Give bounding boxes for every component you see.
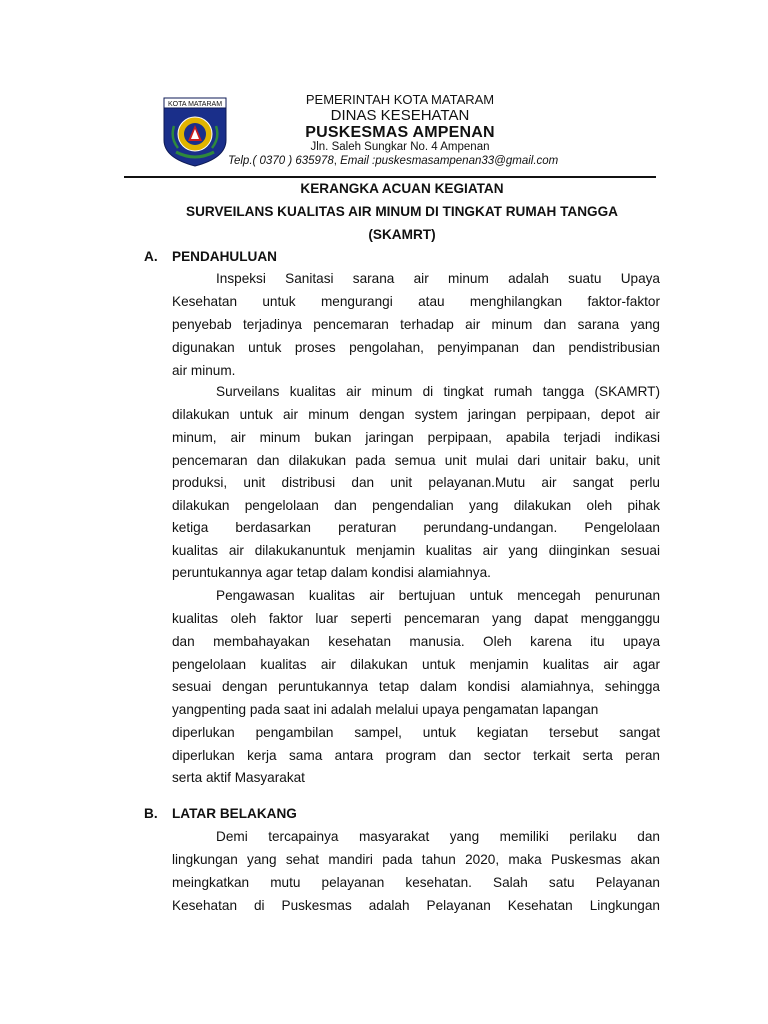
paragraph-line: Demi tercapainya masyarakat yang memiliki perilaku dan — [216, 829, 660, 844]
paragraph-line: kualitas oleh faktor luar seperti pencemaran yang dapat mengganggu — [172, 611, 660, 626]
department-name: DINAS KESEHATAN — [330, 107, 470, 124]
paragraph-line: penyebab terjadinya pencemaran terhadap air minum dan sarana yang — [172, 317, 660, 332]
paragraph-line: pencemaran dan dilakukan pada semua unit mulai dari unitair baku, unit — [172, 453, 660, 468]
paragraph-line: Surveilans kualitas air minum di tingkat rumah tangga (SKAMRT) — [216, 384, 660, 399]
paragraph-line: minum, air minum bukan jaringan perpipaan, apabila terjadi indikasi — [172, 430, 660, 445]
paragraph-line: diperlukan kerja sama antara program dan sector terkait serta peran — [172, 748, 660, 763]
section-title: LATAR BELAKANG — [172, 806, 297, 821]
paragraph-line: yangpenting pada saat ini adalah melalui upaya pengamatan lapangan — [172, 702, 599, 717]
contact-line — [228, 155, 558, 167]
paragraph-line: pengelolaan kualitas air dilakukan untuk menjamin kualitas air agar — [172, 657, 660, 672]
paragraph-line: dilakukan untuk air minum dengan system jaringan perpipaan, depot air — [172, 407, 660, 422]
section-number: B. — [144, 806, 158, 821]
paragraph-line: air minum. — [172, 363, 236, 378]
paragraph-line: kualitas air dilakukanuntuk menjamin kualitas air yang diinginkan sesuai — [172, 543, 660, 558]
paragraph-line: sesuai dengan peruntukannya tetap dalam kondisi alamiahnya, sehingga — [172, 679, 660, 694]
paragraph-line: meingkatkan mutu pelayanan kesehatan. Salah satu Pelayanan — [172, 875, 660, 890]
paragraph-line: Kesehatan di Puskesmas adalah Pelayanan Kesehatan Lingkungan — [172, 898, 660, 913]
institution-name: PUSKESMAS AMPENAN — [305, 124, 495, 141]
paragraph-line: dilakukan pengelolaan dan pengendalian yang dilakukan oleh pihak — [172, 498, 660, 513]
paragraph-line: digunakan untuk proses pengolahan, penyimpanan dan pendistribusian — [172, 340, 660, 355]
paragraph-line: Inspeksi Sanitasi sarana air minum adalah suatu Upaya — [216, 271, 660, 286]
paragraph-line: Pengawasan kualitas air bertujuan untuk mencegah penurunan — [216, 588, 660, 603]
section-heading-pendahuluan — [144, 249, 277, 264]
contact-separator: , — [333, 155, 341, 167]
address: Jln. Saleh Sungkar No. 4 Ampenan — [310, 141, 490, 153]
document-subtitle: SURVEILANS KUALITAS AIR MINUM DI TINGKAT RUMAH TANGGA — [186, 204, 618, 219]
document-subtitle-acronym: (SKAMRT) — [368, 227, 436, 242]
paragraph-line: produksi, unit distribusi dan unit pelayanan.Mutu air sangat perlu — [172, 475, 660, 490]
paragraph-line: serta aktif Masyarakat — [172, 770, 305, 785]
section-number: A. — [144, 249, 158, 264]
paragraph-line: lingkungan yang sehat mandiri pada tahun 2020, maka Puskesmas akan — [172, 852, 660, 867]
section-heading-latar-belakang — [144, 806, 297, 821]
government-name: PEMERINTAH KOTA MATARAM — [305, 92, 495, 107]
letterhead-divider — [124, 176, 656, 178]
paragraph-line: peruntukannya agar tetap dalam kondisi alamiahnya. — [172, 565, 491, 580]
paragraph-line: ketiga berdasarkan peraturan perundang-undangan. Pengelolaan — [172, 520, 660, 535]
paragraph-line: Kesehatan untuk mengurangi atau menghilangkan faktor-faktor — [172, 294, 660, 309]
section-title: PENDAHULUAN — [172, 249, 277, 264]
paragraph-line: dan membahayakan kesehatan manusia. Oleh karena itu upaya — [172, 634, 660, 649]
email: Email :puskesmasampenan33@gmail.com — [340, 155, 559, 167]
logo-label: KOTA MATARAM — [167, 101, 223, 108]
telephone: Telp.( 0370 ) 635978 — [228, 155, 334, 167]
document-title: KERANGKA ACUAN KEGIATAN — [300, 181, 504, 196]
paragraph-line: diperlukan pengambilan sampel, untuk kegiatan tersebut sangat — [172, 725, 660, 740]
